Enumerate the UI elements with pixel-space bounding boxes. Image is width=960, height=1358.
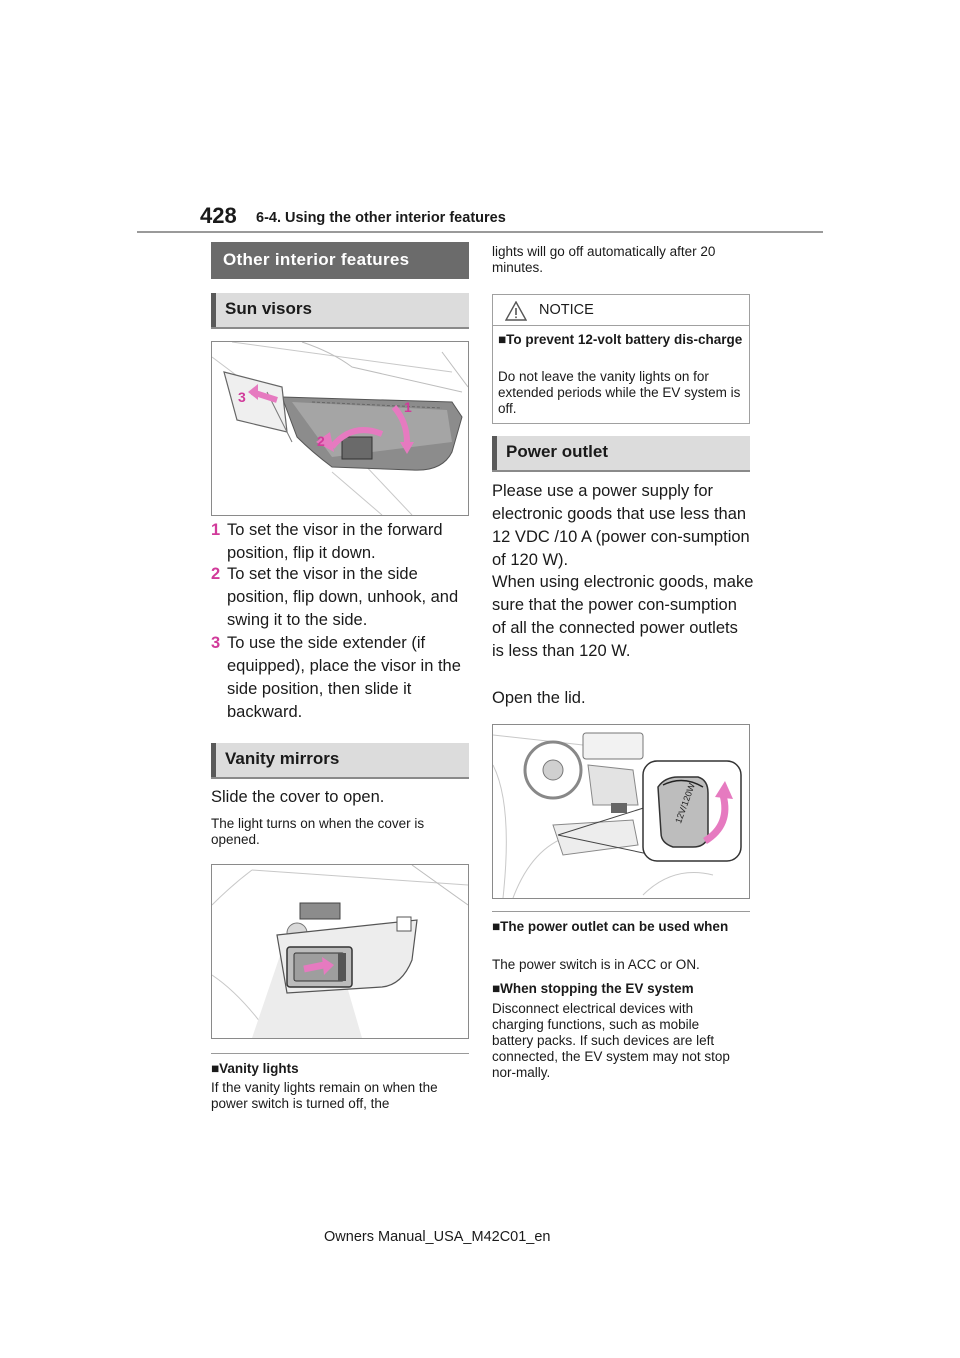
vanity-lights-divider <box>211 1053 469 1054</box>
notice-text: Do not leave the vanity lights on for extended periods while the EV system is off. <box>498 369 741 416</box>
warning-triangle-icon <box>505 301 527 321</box>
power-outlet-heading: Power outlet <box>492 436 750 470</box>
vanity-instruction: Slide the cover to open. <box>211 788 385 806</box>
vanity-mirror-illustration <box>212 865 468 1038</box>
callout-2: 2 <box>317 433 325 449</box>
manual-id-footer: Owners Manual_USA_M42C01_en <box>324 1229 551 1245</box>
vanity-lights-title: ■Vanity lights <box>211 1061 299 1076</box>
callout-1: 1 <box>404 399 412 415</box>
section-title-banner: Other interior features <box>211 242 469 279</box>
step-1 <box>211 519 469 565</box>
vanity-mirrors-heading: Vanity mirrors <box>211 743 469 777</box>
step-number: 2 <box>211 565 221 583</box>
vanity-lights-text: If the vanity lights remain on when the power switch is turned off, the <box>211 1080 438 1111</box>
power-outlet-figure <box>492 724 750 899</box>
step-text: To use the side extender (if equipped), place the visor in the side position, then slide it backward. <box>227 634 461 721</box>
chapter-title: 6-4. Using the other interior features <box>256 210 506 226</box>
step-number: 1 <box>211 521 221 539</box>
outlet-rating-label: 12V/120W <box>673 781 697 825</box>
notice-box <box>492 294 750 424</box>
step-3 <box>211 632 469 724</box>
sun-visors-heading: Sun visors <box>211 293 469 327</box>
header-divider <box>137 231 823 233</box>
continued-text: lights will go off automatically after 20 minutes. <box>492 244 716 275</box>
step-text: To set the visor in the side position, flip down, unhook, and swing it to the side. <box>227 565 459 629</box>
step-2 <box>211 563 469 632</box>
sun-visor-illustration <box>212 342 468 515</box>
callout-3: 3 <box>238 389 246 405</box>
notice-title: ■To prevent 12-volt battery dis-charge <box>498 332 743 347</box>
vanity-note: The light turns on when the cover is opened. <box>211 816 425 847</box>
stopping-title: ■When stopping the EV system <box>492 981 694 996</box>
can-be-used-text: The power switch is in ACC or ON. <box>492 957 700 972</box>
step-number: 3 <box>211 634 221 652</box>
power-outlet-illustration <box>493 725 749 898</box>
step-text: To set the visor in the forward position, flip it down. <box>227 521 443 562</box>
power-outlet-para2: When using electronic goods, make sure that the power con-sumption of all the connected power outlets is less than 120 W. <box>492 573 754 660</box>
power-outlet-para3: Open the lid. <box>492 689 586 707</box>
sun-visor-figure <box>211 341 469 516</box>
power-outlet-para1: Please use a power supply for electronic goods that use less than 12 VDC /10 A (power con-sumption of 120 W). <box>492 482 750 569</box>
notice-label: NOTICE <box>539 302 594 318</box>
outlet-notes-divider <box>492 911 750 912</box>
stopping-text: Disconnect electrical devices with charging functions, such as mobile battery packs. If such devices are left connected, the EV system may not stop nor-mally. <box>492 1001 730 1080</box>
vanity-mirror-figure <box>211 864 469 1039</box>
can-be-used-title: ■The power outlet can be used when <box>492 919 729 934</box>
page-number: 428 <box>200 203 237 228</box>
